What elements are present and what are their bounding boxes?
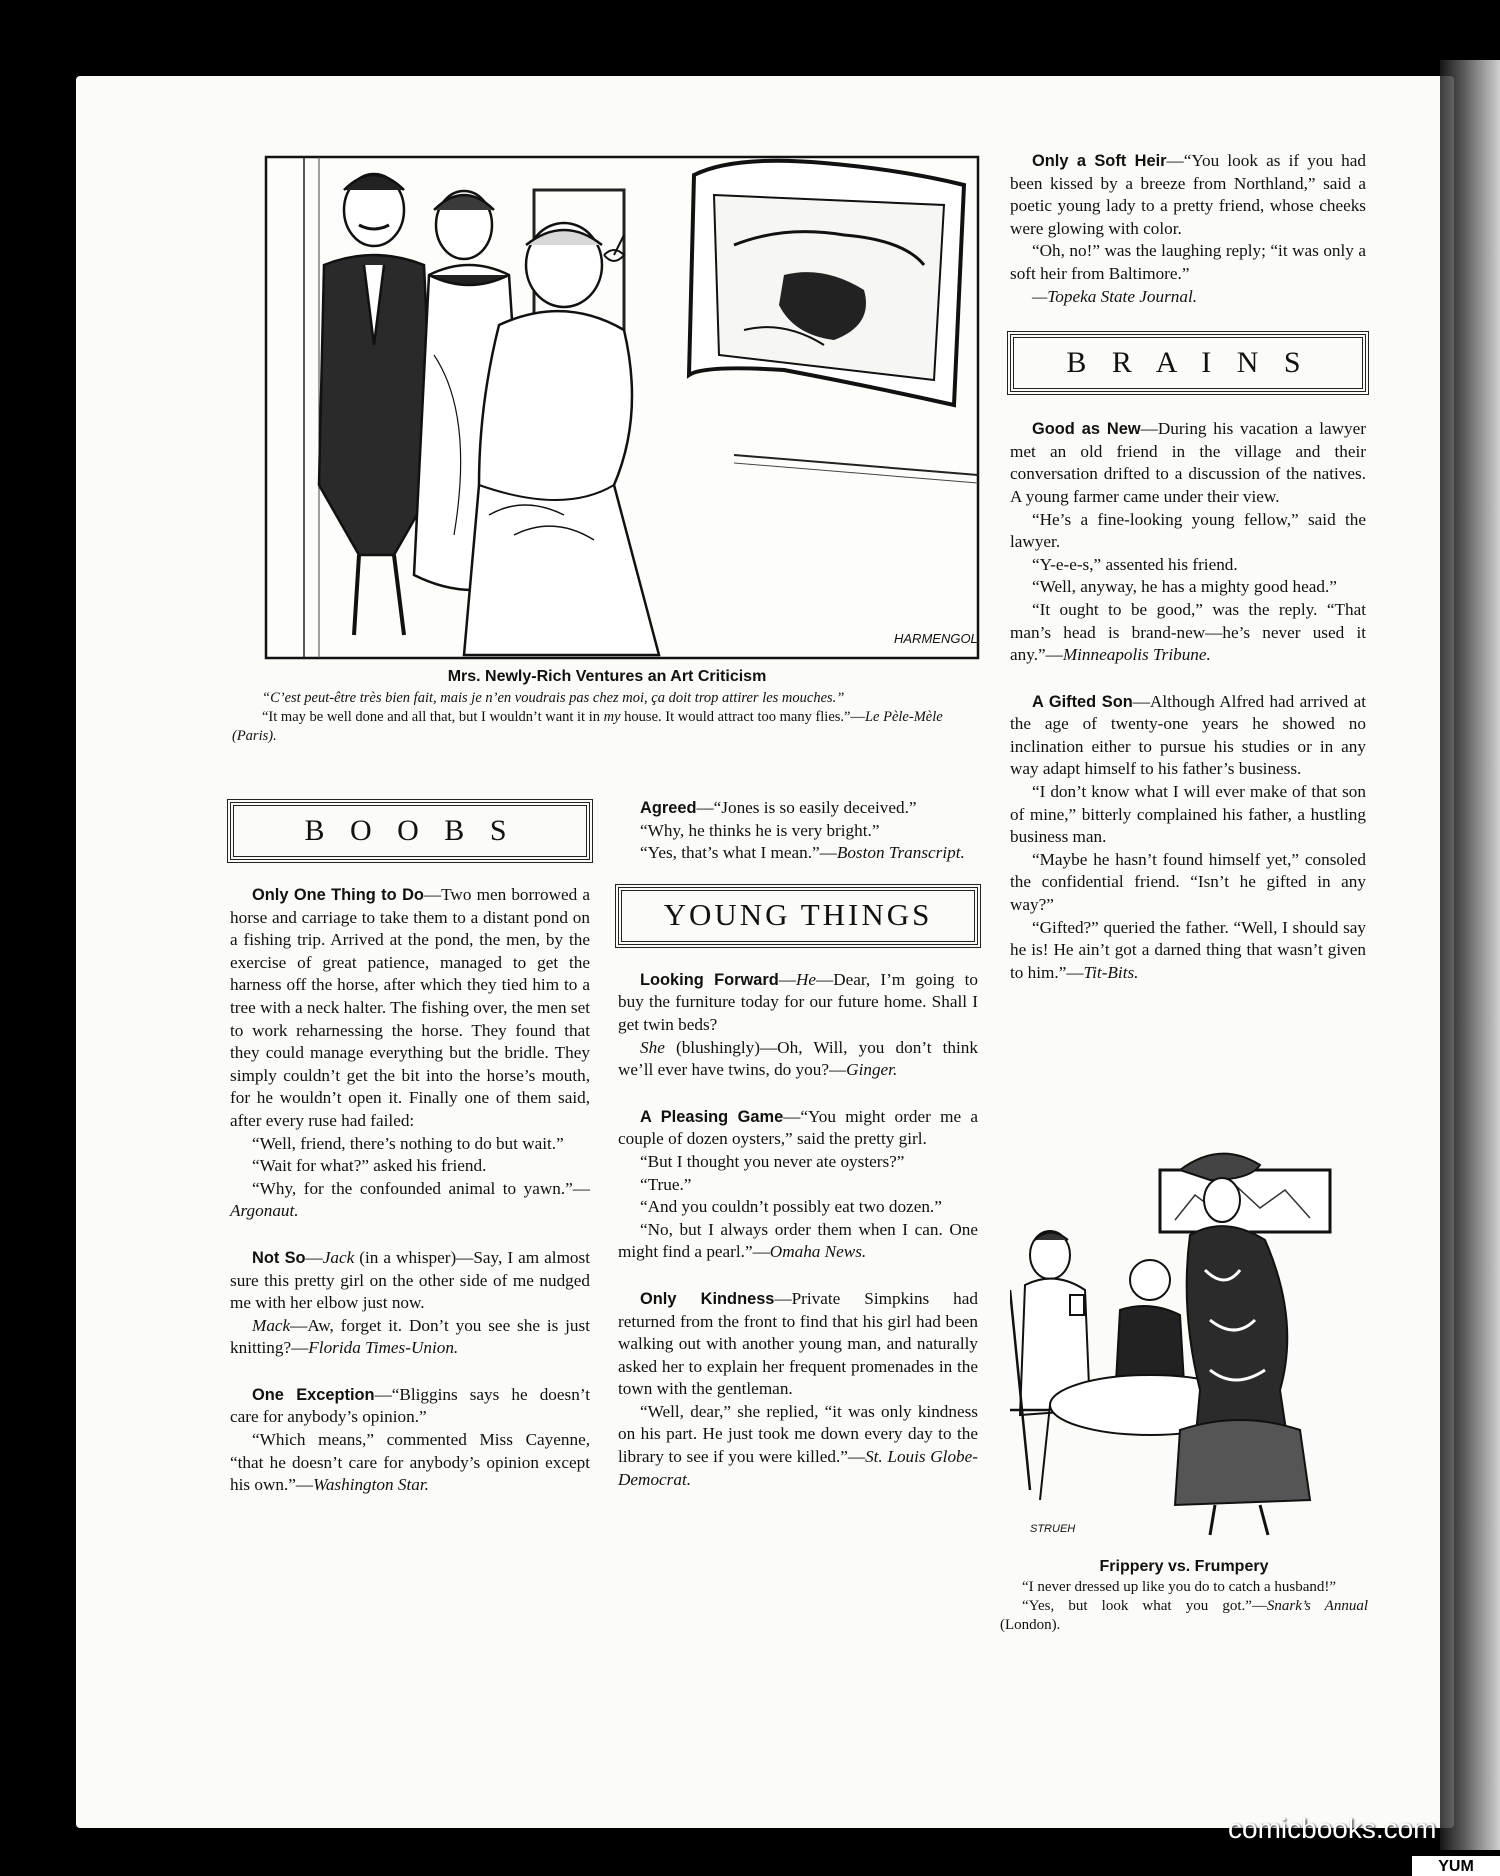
caption-line: “I never dressed up like you do to catch a husband!” [1022, 1579, 1337, 1595]
framed-painting [689, 161, 964, 405]
corner-tag: YUM [1412, 1856, 1500, 1876]
joke-text: “It ought to be good,” was the reply. “That man’s head is brand-new—he’s never used it any.”— [1010, 599, 1366, 665]
joke-line: “Oh, no!” was the laughing reply; “it was only a soft heir from Baltimore.” [1010, 241, 1366, 283]
caption-source: Le Pèle-Mèle (Paris). [232, 709, 943, 744]
joke-title: Only Kindness [640, 1289, 775, 1308]
speaker: He [795, 969, 817, 989]
caption-emphasis: my [603, 709, 621, 725]
joke-only-kindness [618, 1288, 978, 1401]
joke-text: (blushingly)—Oh, Will, you don’t think we’ll ever have twins, do you?— [618, 1037, 978, 1080]
seated-man-figure [1010, 1231, 1090, 1490]
joke-line [230, 1178, 590, 1223]
joke-title: One Exception [252, 1385, 375, 1404]
joke-source: Ginger. [846, 1060, 898, 1080]
joke-only-one-thing [230, 884, 590, 1133]
joke-line: “I don’t know what I will ever make of that son of mine,” bitterly complained his father, a hustling business man. [1010, 782, 1366, 847]
joke-line: “True.” [640, 1174, 692, 1194]
joke-line [618, 1401, 978, 1491]
joke-source: Boston Transcript. [836, 843, 965, 863]
joke-line [618, 842, 978, 865]
joke-title: Only One Thing to Do [252, 886, 424, 904]
joke-line [618, 1219, 978, 1264]
joke-line: “And you couldn’t possibly eat two dozen.” [640, 1197, 942, 1217]
caption-text: “Yes, but look what you got.”— [1022, 1598, 1267, 1614]
joke-text: “No, but I always order them when I can. One might find a pearl.”— [618, 1219, 978, 1262]
joke-line: “Well, anyway, he has a mighty good head.” [1032, 577, 1337, 597]
cartoon1-french-caption: “C’est peut-être très bien fait, mais je n’en voudrais pas chez moi, ça doit trop attirer les mouches.” [262, 690, 845, 706]
joke-title: Agreed [640, 799, 697, 817]
speaker: Jack [322, 1247, 355, 1267]
joke-source: —Topeka State Journal. [1032, 286, 1198, 306]
joke-line [230, 1315, 590, 1360]
joke-line: “Wait for what?” asked his friend. [252, 1156, 487, 1176]
joke-text: “Why, for the confounded animal to yawn.”— [252, 1178, 590, 1198]
joke-good-as-new [1010, 418, 1366, 508]
joke-text: —“Bliggins says he doesn’t care for anybody’s opinion.” [230, 1384, 591, 1427]
cartoon1-signature: HARMENGOL [894, 631, 978, 646]
joke-source: Washington Star. [313, 1475, 429, 1495]
joke-line [230, 1429, 590, 1497]
joke-text: —Private Simpkins had returned from the front to find that his girl had been walking out with another young man, and naturally asked her to explain her frequent promenades in the town with the gentleman. [618, 1288, 979, 1399]
joke-text: —Although Alfred had arrived at the age of twenty-one years he showed no inclination either to pursue his studies or in any way adapt himself to his father’s business. [1010, 691, 1367, 779]
joke-title: Good as New [1032, 420, 1141, 439]
cartoon1-english-caption [232, 708, 982, 746]
joke-source: Minneapolis Tribune. [1062, 645, 1211, 665]
column-boobs [230, 802, 590, 1497]
cartoon1-title: Mrs. Newly-Rich Ventures an Art Criticism [447, 668, 767, 685]
joke-title: A Gifted Son [1032, 692, 1133, 711]
joke-soft-heir [1010, 150, 1366, 240]
site-watermark: comicbooks.com [1228, 1813, 1437, 1844]
joke-text: “Which means,” commented Miss Cayenne, “that he doesn’t care for anybody’s opinion except his own.”— [230, 1430, 590, 1495]
joke-text: (in a whisper)—Say, I am almost sure this pretty girl on the other side of me nudged me with her elbow just now. [230, 1247, 590, 1313]
joke-line [1010, 599, 1366, 667]
caption-source-tail: (London). [1000, 1617, 1061, 1633]
joke-line: “Y-e-e-s,” assented his friend. [1032, 554, 1238, 574]
caption-source: Snark’s Annual [1266, 1598, 1368, 1614]
joke-text: —“You might order me a couple of dozen oysters,” said the pretty girl. [618, 1106, 978, 1149]
joke-text: —Two men borrowed a horse and carriage to take them to a distant pond on a fishing trip. Arrived at the pond, the men, by the exercise of great patience, managed to get the harness off the horse, after which they tied him to a tree with a neck halter. The fishing over, the men set to work reharnessing the horse. They found that they could manage everything but the bridle. They simply couldn’t get the bit into the horse’s mouth, for he wouldn’t open it. Finally one of them said, after every ruse had failed: [230, 885, 590, 1130]
joke-text: —“You look as if you had been kissed by a breeze from Northland,” said a poetic young lady to a pretty friend, whose cheeks were glowing with color. [1010, 151, 1366, 238]
joke-line [618, 1037, 978, 1082]
joke-source: Tit-Bits. [1083, 962, 1139, 982]
joke-not-so: Not So—Jack (in a whisper)—Say, I am almost sure this pretty girl on the other side of me nudged me with her elbow just now. [230, 1247, 590, 1313]
joke-source: St. Louis Globe-Democrat. [618, 1447, 978, 1489]
column-young-things [618, 797, 978, 1491]
caption-text: “It may be well done and all that, but I wouldn’t want it in [262, 709, 604, 725]
joke-one-exception [230, 1384, 590, 1429]
cartoon-art-gallery [264, 155, 980, 660]
cartoon2-title: Frippery vs. Frumpery [1099, 1558, 1269, 1575]
joke-line: “But I thought you never ate oysters?” [640, 1151, 905, 1171]
speaker: She [640, 1037, 665, 1057]
caption-text: house. It would attract too many flies.”— [620, 709, 865, 725]
joke-text: “Gifted?” queried the father. “Well, I should say he is! He ain’t got a darned thing that wasn’t given to him.”— [1010, 917, 1366, 982]
cartoon1-caption [232, 668, 982, 746]
joke-text: —“Jones is so easily deceived.” [696, 798, 917, 817]
joke-title: Looking Forward [640, 970, 779, 989]
column-brains [1010, 150, 1366, 984]
heading-boobs: B O O B S [230, 802, 590, 860]
joke-looking-forward: Looking Forward—He—Dear, I’m going to buy the furniture today for our future home. Shall I get twin beds? [618, 969, 978, 1034]
joke-text: —During his vacation a lawyer met an old friend in the village and their conversation drifted to a discussion of the natives. A young farmer came under their view. [1010, 419, 1366, 506]
joke-line: “Maybe he hasn’t found himself yet,” consoled the confidential friend. “Isn’t he gifted in any way?” [1010, 849, 1366, 915]
heading-young-things: YOUNG THINGS [618, 887, 978, 945]
joke-source: Florida Times-Union. [308, 1338, 459, 1358]
page-gutter-shadow [1440, 60, 1500, 1850]
joke-text: —Dear, I’m going to buy the furniture today for our future home. Shall I get twin beds? [618, 969, 978, 1034]
cartoon2-signature: STRUEH [1030, 1523, 1076, 1535]
joke-text: “Well, dear,” she replied, “it was only kindness on his part. He just took me down every day to the library to see if you were killed.”— [618, 1401, 978, 1467]
joke-title: Only a Soft Heir [1032, 152, 1167, 170]
joke-title: A Pleasing Game [640, 1107, 784, 1126]
joke-source: Argonaut. [230, 1201, 299, 1221]
joke-line: “He’s a fine-looking young fellow,” said the lawyer. [1010, 509, 1366, 552]
joke-line: “Well, friend, there’s nothing to do but wait.” [252, 1133, 564, 1153]
joke-gifted-son [1010, 691, 1366, 781]
cartoon2-caption [1000, 1557, 1368, 1635]
caption-line [1000, 1597, 1368, 1635]
speaker: Mack [252, 1315, 291, 1335]
joke-line [1010, 917, 1366, 985]
cartoon-dinner-table [1010, 1140, 1378, 1544]
joke-agreed [618, 797, 978, 820]
joke-line: “Why, he thinks he is very bright.” [640, 820, 880, 840]
joke-text: —Aw, forget it. Don’t you see she is just knitting?— [230, 1315, 590, 1358]
joke-text: “Yes, that’s what I mean.”— [640, 843, 837, 863]
joke-pleasing-game [618, 1106, 978, 1151]
heading-brains: B R A I N S [1010, 334, 1366, 392]
joke-title: Not So [252, 1248, 306, 1267]
joke-source: Omaha News. [769, 1242, 867, 1262]
